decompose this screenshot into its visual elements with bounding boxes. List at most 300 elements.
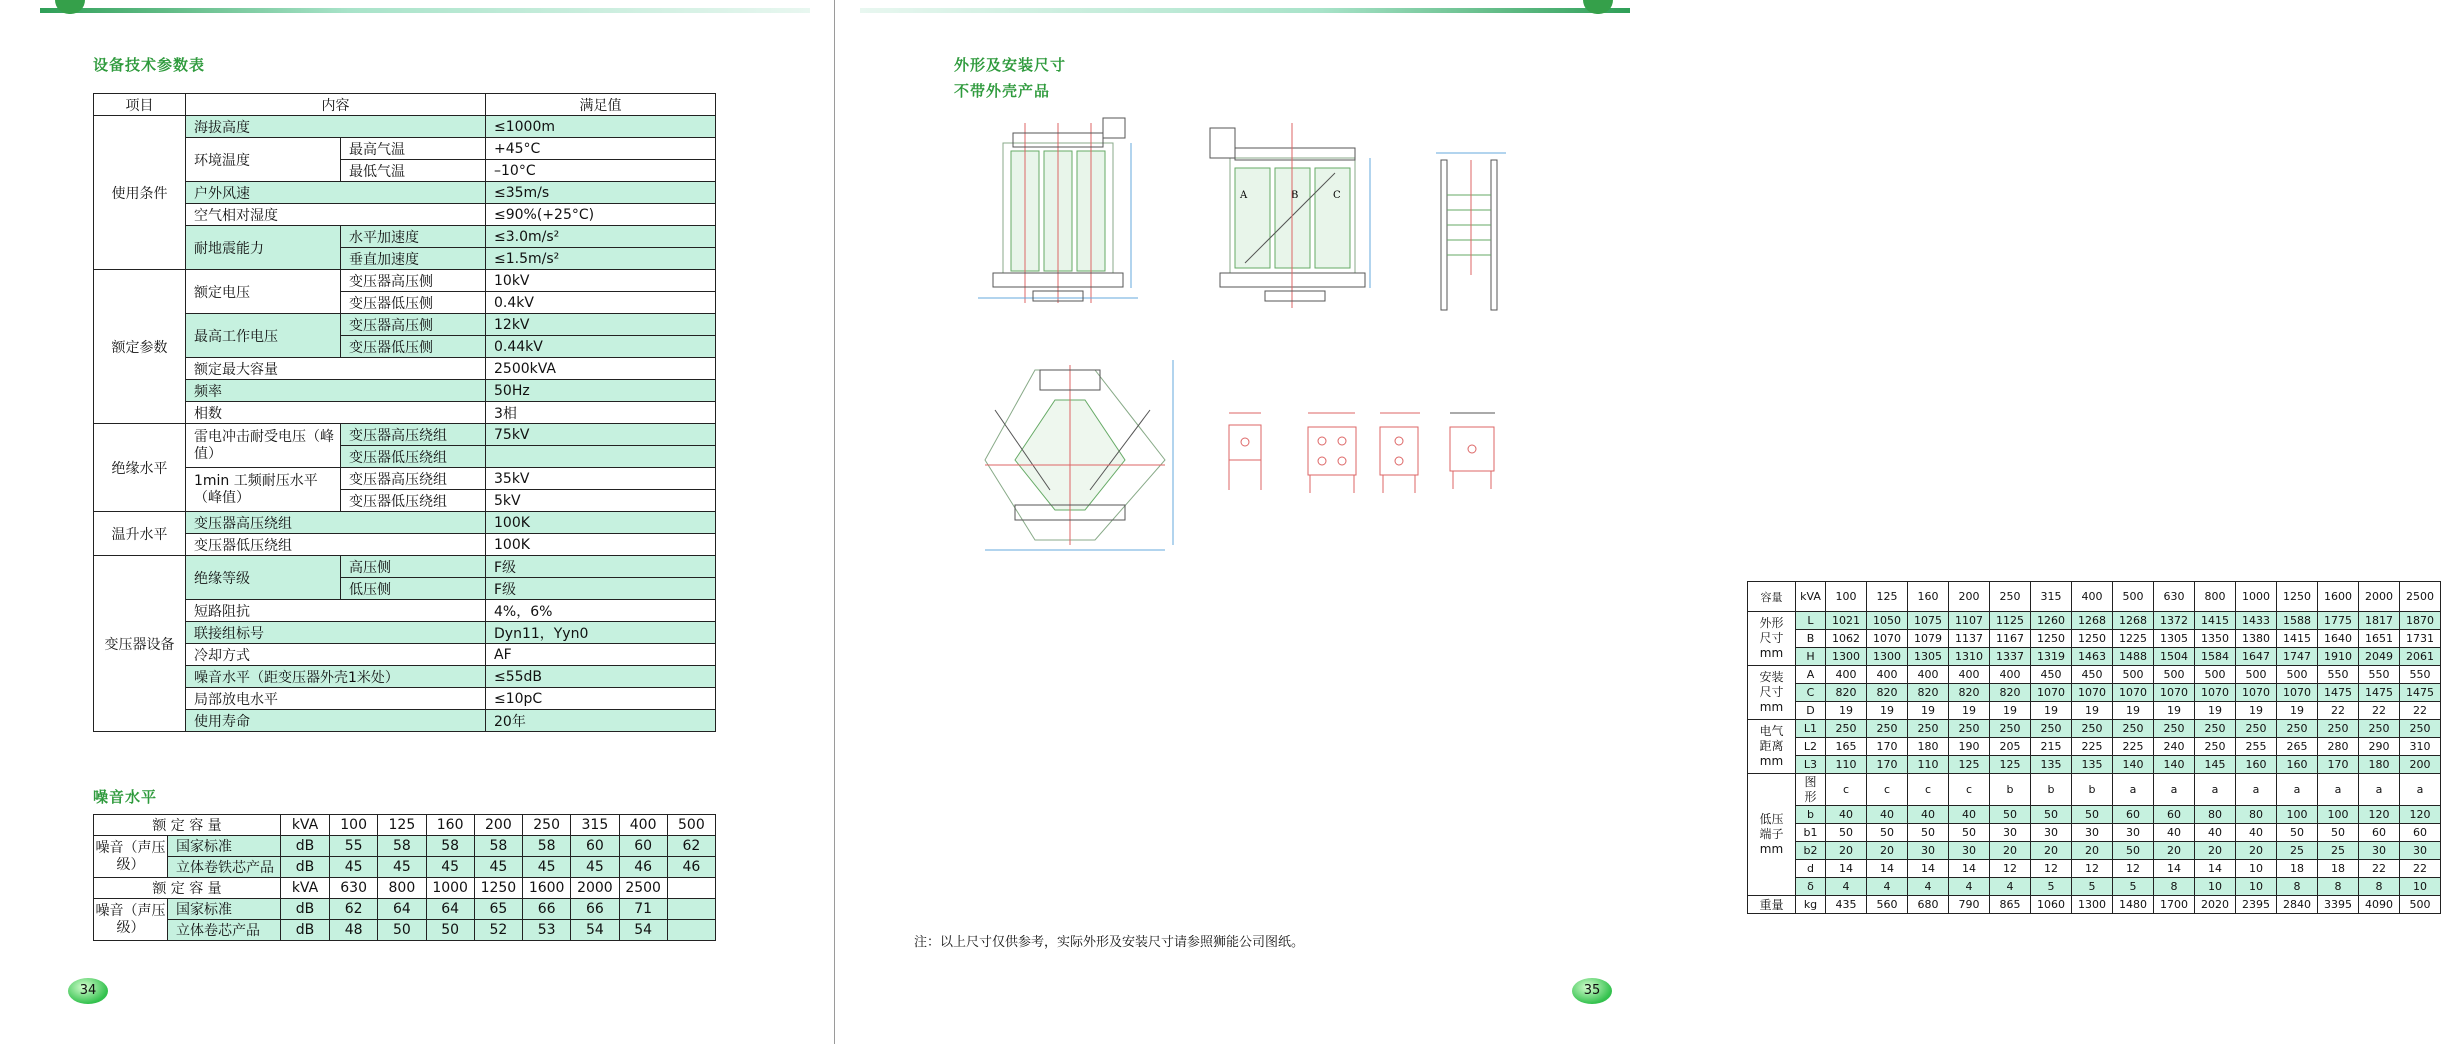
row-label: 1min 工频耐压水平（峰值） <box>186 468 341 512</box>
row-sublabel: 水平加速度 <box>341 226 486 248</box>
value-cell: 80 <box>2195 806 2236 824</box>
row-sublabel: 变压器低压绕组 <box>341 490 486 512</box>
value-cell: 40 <box>1908 806 1949 824</box>
symbol-cell: A <box>1796 666 1826 684</box>
value-cell: 1300 <box>1867 648 1908 666</box>
table-row <box>1748 806 2441 824</box>
value-cell: 225 <box>2113 738 2154 756</box>
value-cell: 145 <box>2195 756 2236 774</box>
value-cell: 19 <box>1990 702 2031 720</box>
unit-cell: kVA <box>281 878 330 899</box>
value-cell: 40 <box>1949 806 1990 824</box>
value-cell: 205 <box>1990 738 2031 756</box>
value-cell: 1415 <box>2195 612 2236 630</box>
value-cell: 400 <box>1908 666 1949 684</box>
value-cell: a <box>2359 774 2400 806</box>
value-cell: 4 <box>1908 878 1949 896</box>
value-cell: 1310 <box>1949 648 1990 666</box>
row-value: +45°C <box>486 138 716 160</box>
dims-group-label: 外形尺寸mm <box>1748 612 1796 666</box>
noise-group-label: 噪音（声压级） <box>94 899 168 941</box>
value-cell: 550 <box>2400 666 2441 684</box>
value-cell: 66 <box>523 899 571 920</box>
value-cell: 50 <box>1990 806 2031 824</box>
value-cell: 250 <box>1826 720 1867 738</box>
capacity-cell: 500 <box>667 815 715 836</box>
value-cell: 30 <box>2031 824 2072 842</box>
table-row <box>1748 630 2441 648</box>
row-label: 耐地震能力 <box>186 226 341 270</box>
value-cell: 19 <box>1949 702 1990 720</box>
row-label: 国家标准 <box>168 899 281 920</box>
row-label: 立体卷铁芯产品 <box>168 857 281 878</box>
value-cell: 1584 <box>2195 648 2236 666</box>
value-cell: 1070 <box>2277 684 2318 702</box>
unit-cell: dB <box>281 920 330 941</box>
value-cell: 250 <box>2154 720 2195 738</box>
row-value: 2500kVA <box>486 358 716 380</box>
value-cell: 50 <box>2318 824 2359 842</box>
value-cell: 5 <box>2113 878 2154 896</box>
value-cell: 1268 <box>2113 612 2154 630</box>
weight-cell: 790 <box>1949 896 1990 914</box>
row-value: 3相 <box>486 402 716 424</box>
value-cell: 250 <box>1867 720 1908 738</box>
value-cell: 250 <box>1990 720 2031 738</box>
row-label: 雷电冲击耐受电压（峰值） <box>186 424 341 468</box>
top-decor-band <box>860 8 1630 13</box>
weight-cell: 3395 <box>2318 896 2359 914</box>
symbol-cell: L <box>1796 612 1826 630</box>
capacity-cell: 400 <box>619 815 667 836</box>
value-cell: 50 <box>2277 824 2318 842</box>
row-value: ≤1000m <box>486 116 716 138</box>
capacity-cell: 1250 <box>474 878 522 899</box>
value-cell: 255 <box>2236 738 2277 756</box>
row-value <box>486 446 716 468</box>
params-table <box>93 93 716 732</box>
table-row <box>1748 824 2441 842</box>
value-cell: 14 <box>1949 860 1990 878</box>
table-row <box>94 688 716 710</box>
value-cell: 19 <box>2236 702 2277 720</box>
value-cell: 110 <box>1908 756 1949 774</box>
capacity-cell: 2500 <box>2400 582 2441 612</box>
value-cell: 1070 <box>2154 684 2195 702</box>
value-cell: 1250 <box>2031 630 2072 648</box>
capacity-cell: 1600 <box>523 878 571 899</box>
value-cell: 4 <box>1826 878 1867 896</box>
value-cell: 1647 <box>2236 648 2277 666</box>
value-cell: 1504 <box>2154 648 2195 666</box>
value-cell: a <box>2236 774 2277 806</box>
value-cell: 10 <box>2236 878 2277 896</box>
table-row <box>94 512 716 534</box>
table-row <box>1748 774 2441 806</box>
weight-cell: 500 <box>2400 896 2441 914</box>
capacity-cell: 250 <box>523 815 571 836</box>
capacity-cell: 160 <box>1908 582 1949 612</box>
value-cell: 250 <box>1908 720 1949 738</box>
value-cell: 12 <box>1990 860 2031 878</box>
row-value: ≤90%(+25°C) <box>486 204 716 226</box>
table-row <box>94 644 716 666</box>
value-cell: 8 <box>2318 878 2359 896</box>
value-cell: 60 <box>2359 824 2400 842</box>
value-cell: 165 <box>1826 738 1867 756</box>
row-value: 100K <box>486 512 716 534</box>
capacity-cell: 400 <box>2072 582 2113 612</box>
front-view-drawing <box>973 113 1143 328</box>
value-cell: 12 <box>2113 860 2154 878</box>
value-cell: 46 <box>619 857 667 878</box>
value-cell: 1488 <box>2113 648 2154 666</box>
capacity-cell: 160 <box>426 815 474 836</box>
value-cell: 1817 <box>2359 612 2400 630</box>
capacity-cell: 1600 <box>2318 582 2359 612</box>
right-page <box>835 0 2434 1044</box>
value-cell: 40 <box>1826 806 1867 824</box>
row-value: AF <box>486 644 716 666</box>
value-cell <box>667 920 715 941</box>
value-cell: 20 <box>1826 842 1867 860</box>
group-cell: 绝缘水平 <box>94 424 186 512</box>
phase-label-b: B <box>1291 190 1299 201</box>
value-cell: 550 <box>2359 666 2400 684</box>
symbol-cell: H <box>1796 648 1826 666</box>
group-cell: 温升水平 <box>94 512 186 556</box>
phase-label-c: C <box>1333 190 1341 201</box>
row-value: Dyn11，Yyn0 <box>486 622 716 644</box>
unit-cell: kVA <box>1796 582 1826 612</box>
table-row <box>94 468 716 490</box>
row-value: F级 <box>486 578 716 600</box>
row-label: 额定最大容量 <box>186 358 486 380</box>
value-cell: a <box>2195 774 2236 806</box>
value-cell: 50 <box>1949 824 1990 842</box>
row-label: 绝缘等级 <box>186 556 341 600</box>
value-cell: 1050 <box>1867 612 1908 630</box>
terminal-drawing-2 <box>1300 405 1365 495</box>
value-cell: 400 <box>1826 666 1867 684</box>
value-cell: 4 <box>1867 878 1908 896</box>
group-cell: 变压器设备 <box>94 556 186 732</box>
value-cell: 500 <box>2113 666 2154 684</box>
table-row <box>1748 702 2441 720</box>
capacity-cell: 500 <box>2113 582 2154 612</box>
footnote: 注：以上尺寸仅供参考，实际外形及安装尺寸请参照狮能公司图纸。 <box>914 935 1305 950</box>
row-sublabel: 变压器高压侧 <box>341 314 486 336</box>
value-cell: 4 <box>1990 878 2031 896</box>
table-row <box>94 622 716 644</box>
value-cell: 1021 <box>1826 612 1867 630</box>
weight-cell: 2840 <box>2277 896 2318 914</box>
table-row <box>1748 860 2441 878</box>
value-cell: 125 <box>1949 756 1990 774</box>
table-row <box>1748 756 2441 774</box>
unit-cell: kg <box>1796 896 1826 914</box>
value-cell: 450 <box>2072 666 2113 684</box>
row-label: 户外风速 <box>186 182 486 204</box>
capacity-cell: 100 <box>1826 582 1867 612</box>
top-view-drawing <box>975 350 1180 555</box>
value-cell: 20 <box>2031 842 2072 860</box>
symbol-cell: L2 <box>1796 738 1826 756</box>
capacity-label: 额 定 容 量 <box>94 815 281 836</box>
value-cell: 18 <box>2318 860 2359 878</box>
value-cell: 110 <box>1826 756 1867 774</box>
value-cell: 19 <box>2195 702 2236 720</box>
symbol-cell: D <box>1796 702 1826 720</box>
value-cell: 1070 <box>2236 684 2277 702</box>
value-cell: 80 <box>2236 806 2277 824</box>
capacity-cell: 315 <box>571 815 619 836</box>
value-cell: a <box>2400 774 2441 806</box>
value-cell: 1475 <box>2400 684 2441 702</box>
value-cell: 14 <box>1867 860 1908 878</box>
weight-cell: 560 <box>1867 896 1908 914</box>
table-row <box>1748 666 2441 684</box>
value-cell: 25 <box>2318 842 2359 860</box>
value-cell: 66 <box>571 899 619 920</box>
value-cell: 1305 <box>1908 648 1949 666</box>
row-value: 5kV <box>486 490 716 512</box>
dims-group-label: 电气距离mm <box>1748 720 1796 774</box>
value-cell: 4 <box>1949 878 1990 896</box>
row-value: 4%，6% <box>486 600 716 622</box>
row-value: –10°C <box>486 160 716 182</box>
value-cell: 45 <box>426 857 474 878</box>
value-cell: 1225 <box>2113 630 2154 648</box>
value-cell: 280 <box>2318 738 2359 756</box>
row-sublabel: 变压器高压绕组 <box>341 424 486 446</box>
row-value: 10kV <box>486 270 716 292</box>
weight-cell: 1060 <box>2031 896 2072 914</box>
value-cell: 1137 <box>1949 630 1990 648</box>
value-cell: 170 <box>1867 756 1908 774</box>
value-cell: 265 <box>2277 738 2318 756</box>
value-cell: 1070 <box>2195 684 2236 702</box>
capacity-cell: 315 <box>2031 582 2072 612</box>
value-cell: 1300 <box>1826 648 1867 666</box>
table-row <box>1748 612 2441 630</box>
value-cell: 45 <box>474 857 522 878</box>
value-cell: 30 <box>2400 842 2441 860</box>
row-value: 0.44kV <box>486 336 716 358</box>
value-cell: 1268 <box>2072 612 2113 630</box>
row-value: ≤3.0m/s² <box>486 226 716 248</box>
value-cell: 2049 <box>2359 648 2400 666</box>
row-label: 冷却方式 <box>186 644 486 666</box>
value-cell: 10 <box>2195 878 2236 896</box>
value-cell: 1337 <box>1990 648 2031 666</box>
value-cell: 55 <box>330 836 378 857</box>
row-sublabel: 最低气温 <box>341 160 486 182</box>
value-cell: 140 <box>2154 756 2195 774</box>
value-cell: 400 <box>1990 666 2031 684</box>
value-cell: 30 <box>1908 842 1949 860</box>
table-row <box>1748 720 2441 738</box>
value-cell: 1775 <box>2318 612 2359 630</box>
value-cell: a <box>2154 774 2195 806</box>
value-cell: 250 <box>2359 720 2400 738</box>
value-cell: 100 <box>2277 806 2318 824</box>
value-cell: 170 <box>1867 738 1908 756</box>
value-cell: 46 <box>667 857 715 878</box>
value-cell: 1305 <box>2154 630 2195 648</box>
value-cell: 820 <box>1990 684 2031 702</box>
table-row <box>1748 896 2441 914</box>
value-cell: 54 <box>571 920 619 941</box>
capacity-cell: 250 <box>1990 582 2031 612</box>
value-cell: 50 <box>1826 824 1867 842</box>
row-label: 立体卷芯产品 <box>168 920 281 941</box>
value-cell: 45 <box>330 857 378 878</box>
row-sublabel: 高压侧 <box>341 556 486 578</box>
value-cell: 14 <box>1908 860 1949 878</box>
symbol-cell: L3 <box>1796 756 1826 774</box>
table-row <box>94 402 716 424</box>
table-row <box>94 94 716 116</box>
value-cell: 1167 <box>1990 630 2031 648</box>
row-value: 0.4kV <box>486 292 716 314</box>
capacity-cell: 125 <box>378 815 426 836</box>
value-cell: 58 <box>523 836 571 857</box>
value-cell: 60 <box>619 836 667 857</box>
left-page <box>0 0 835 1044</box>
terminal-drawing-3 <box>1375 405 1430 495</box>
capacity-cell: 200 <box>1949 582 1990 612</box>
value-cell: 1070 <box>1867 630 1908 648</box>
value-cell: 100 <box>2318 806 2359 824</box>
value-cell: 19 <box>1908 702 1949 720</box>
row-label: 局部放电水平 <box>186 688 486 710</box>
row-value: 20年 <box>486 710 716 732</box>
value-cell: 64 <box>426 899 474 920</box>
value-cell: 1070 <box>2031 684 2072 702</box>
table-row <box>1748 842 2441 860</box>
value-cell: 250 <box>2236 720 2277 738</box>
capacity-cell: 1000 <box>426 878 474 899</box>
capacity-cell: 200 <box>474 815 522 836</box>
symbol-cell: b <box>1796 806 1826 824</box>
header-cell: 满足值 <box>486 94 716 116</box>
weight-cell: 1480 <box>2113 896 2154 914</box>
value-cell: 1250 <box>2072 630 2113 648</box>
weight-label: 重量 <box>1748 896 1796 914</box>
dims-group-label: 低压端子mm <box>1748 774 1796 896</box>
row-sublabel: 变压器低压绕组 <box>341 446 486 468</box>
value-cell: 60 <box>571 836 619 857</box>
value-cell: a <box>2277 774 2318 806</box>
value-cell: b <box>1990 774 2031 806</box>
value-cell: 22 <box>2359 702 2400 720</box>
value-cell: 50 <box>426 920 474 941</box>
table-row <box>94 314 716 336</box>
table-row <box>1748 684 2441 702</box>
outline-title: 外形及安装尺寸 <box>954 56 1067 74</box>
capacity-cell: 800 <box>2195 582 2236 612</box>
value-cell: 19 <box>1826 702 1867 720</box>
value-cell: 20 <box>2072 842 2113 860</box>
row-label: 环境温度 <box>186 138 341 182</box>
table-row <box>94 182 716 204</box>
value-cell: 60 <box>2113 806 2154 824</box>
value-cell: 1070 <box>2072 684 2113 702</box>
row-label: 短路阻抗 <box>186 600 486 622</box>
row-label: 国家标准 <box>168 836 281 857</box>
header-cell: 项目 <box>94 94 186 116</box>
weight-cell: 865 <box>1990 896 2031 914</box>
row-label: 海拔高度 <box>186 116 486 138</box>
table-row <box>94 920 716 941</box>
capacity-cell: 2500 <box>619 878 667 899</box>
terminal-drawing-4 <box>1445 405 1505 495</box>
value-cell: 250 <box>2195 720 2236 738</box>
table-row <box>94 270 716 292</box>
symbol-cell: b1 <box>1796 824 1826 842</box>
table-row <box>94 878 716 899</box>
capacity-cell: 800 <box>378 878 426 899</box>
value-cell: 1475 <box>2359 684 2400 702</box>
value-cell: 14 <box>2154 860 2195 878</box>
table-row <box>94 899 716 920</box>
value-cell: 500 <box>2195 666 2236 684</box>
value-cell: 62 <box>330 899 378 920</box>
value-cell: 135 <box>2072 756 2113 774</box>
value-cell: 64 <box>378 899 426 920</box>
value-cell: c <box>1908 774 1949 806</box>
value-cell: 250 <box>1949 720 1990 738</box>
row-value: F级 <box>486 556 716 578</box>
value-cell: 14 <box>2195 860 2236 878</box>
params-title: 设备技术参数表 <box>93 56 206 74</box>
row-label: 额定电压 <box>186 270 341 314</box>
table-row <box>94 116 716 138</box>
weight-cell: 2020 <box>2195 896 2236 914</box>
value-cell: 19 <box>2113 702 2154 720</box>
table-row <box>94 380 716 402</box>
value-cell: 12 <box>2072 860 2113 878</box>
value-cell: 22 <box>2318 702 2359 720</box>
value-cell: 58 <box>474 836 522 857</box>
value-cell: 1107 <box>1949 612 1990 630</box>
value-cell: 215 <box>2031 738 2072 756</box>
value-cell: 1463 <box>2072 648 2113 666</box>
symbol-cell: L1 <box>1796 720 1826 738</box>
weight-cell: 1300 <box>2072 896 2113 914</box>
value-cell: 1475 <box>2318 684 2359 702</box>
value-cell: 58 <box>378 836 426 857</box>
value-cell: 60 <box>2400 824 2441 842</box>
row-value: 50Hz <box>486 380 716 402</box>
value-cell: 5 <box>2031 878 2072 896</box>
value-cell: 8 <box>2154 878 2195 896</box>
row-label: 最高工作电压 <box>186 314 341 358</box>
value-cell: 30 <box>2113 824 2154 842</box>
value-cell: 1433 <box>2236 612 2277 630</box>
value-cell: 1651 <box>2359 630 2400 648</box>
value-cell: 8 <box>2277 878 2318 896</box>
value-cell: 5 <box>2072 878 2113 896</box>
row-value: 35kV <box>486 468 716 490</box>
symbol-cell: δ <box>1796 878 1826 896</box>
value-cell: a <box>2318 774 2359 806</box>
value-cell: 58 <box>426 836 474 857</box>
value-cell: 310 <box>2400 738 2441 756</box>
value-cell: 19 <box>2072 702 2113 720</box>
value-cell: 45 <box>571 857 619 878</box>
